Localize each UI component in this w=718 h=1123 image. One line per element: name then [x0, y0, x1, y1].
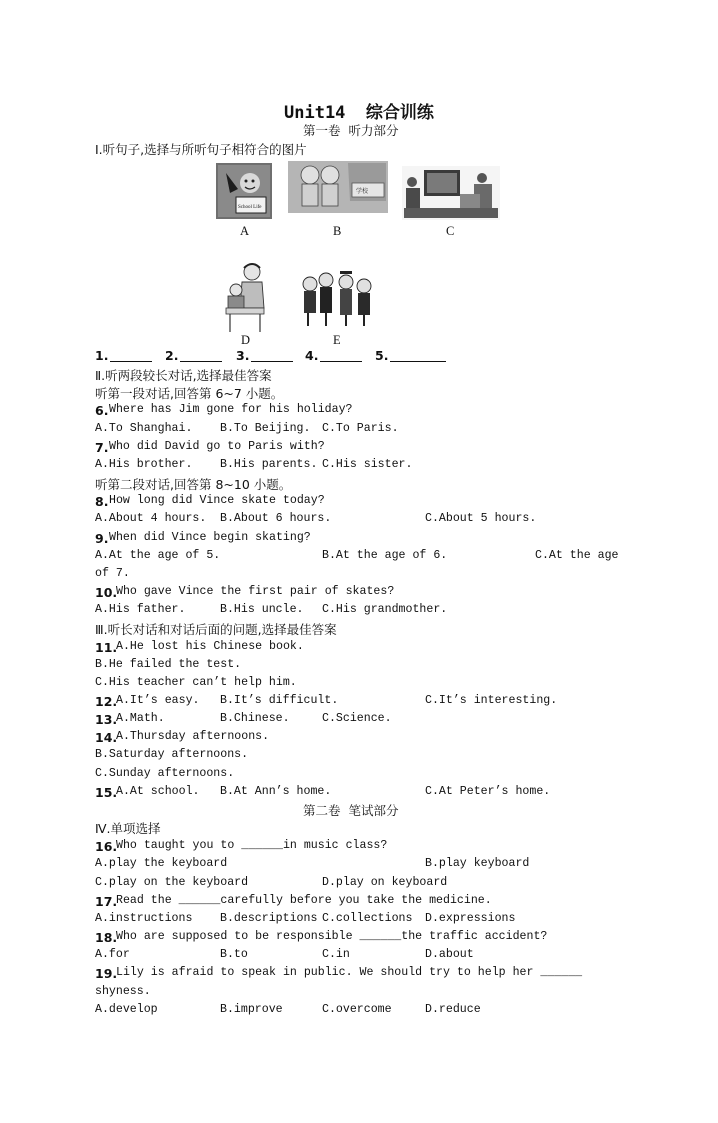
q18-option-d[interactable]: D.about	[425, 948, 474, 961]
q15-option-c[interactable]: C.At Peter’s home.	[425, 785, 551, 798]
q19-stem-line1: Lily is afraid to speak in public. We should try to help her ______	[116, 966, 583, 979]
q8-option-b[interactable]: B.About 6 hours.	[220, 512, 332, 525]
q14-option-a[interactable]: A.Thursday afternoons.	[116, 730, 270, 743]
q16-option-c[interactable]: C.play on the keyboard	[95, 876, 249, 889]
q11-option-b[interactable]: B.He failed the test.	[95, 658, 242, 671]
q15-number: 15.	[95, 785, 118, 800]
picture-e	[296, 268, 380, 328]
q14-option-b[interactable]: B.Saturday afternoons.	[95, 748, 249, 761]
q6-number: 6.	[95, 403, 109, 418]
q14-number: 14.	[95, 730, 118, 745]
blank-2-number: 2.	[165, 348, 179, 363]
q19-option-a[interactable]: A.develop	[95, 1003, 158, 1016]
q6-stem: Where has Jim gone for his holiday?	[109, 403, 353, 416]
q8-stem: How long did Vince skate today?	[109, 494, 325, 507]
q13-option-b[interactable]: B.Chinese.	[220, 712, 290, 725]
q9-stem: When did Vince begin skating?	[109, 531, 311, 544]
q16-number: 16.	[95, 839, 118, 854]
section3-heading: Ⅲ.听长对话和对话后面的问题,选择最佳答案	[95, 622, 337, 637]
q16-option-a[interactable]: A.play the keyboard	[95, 857, 228, 870]
q10-number: 10.	[95, 585, 118, 600]
q13-number: 13.	[95, 712, 118, 727]
section2-heading: Ⅱ.听两段较长对话,选择最佳答案	[95, 368, 272, 383]
dialog2-instruction: 听第二段对话,回答第 8~10 小题。	[95, 477, 292, 492]
picture-e-label: E	[333, 333, 341, 347]
q9-number: 9.	[95, 531, 109, 546]
q10-option-b[interactable]: B.His uncle.	[220, 603, 304, 616]
q19-number: 19.	[95, 966, 118, 981]
q12-number: 12.	[95, 694, 118, 709]
picture-d-label: D	[241, 333, 251, 347]
q19-option-c[interactable]: C.overcome	[322, 1003, 392, 1016]
q16-stem: Who taught you to ______in music class?	[116, 839, 388, 852]
blank-3-number: 3.	[236, 348, 250, 363]
q7-option-a[interactable]: A.His brother.	[95, 458, 193, 471]
q12-option-b[interactable]: B.It’s difficult.	[220, 694, 339, 707]
q17-number: 17.	[95, 894, 118, 909]
picture-c-label: C	[446, 224, 455, 238]
q7-stem: Who did David go to Paris with?	[109, 440, 325, 453]
q17-stem: Read the ______carefully before you take the medicine.	[116, 894, 492, 907]
answer-blank-5[interactable]	[390, 361, 446, 362]
q17-option-c[interactable]: C.collections	[322, 912, 413, 925]
q10-option-c[interactable]: C.His grandmother.	[322, 603, 448, 616]
q18-number: 18.	[95, 930, 118, 945]
q8-option-a[interactable]: A.About 4 hours.	[95, 512, 207, 525]
q9-option-b[interactable]: B.At the age of 6.	[322, 549, 448, 562]
picture-b	[288, 161, 388, 213]
q10-stem: Who gave Vince the first pair of skates?	[116, 585, 395, 598]
picture-a-text: School Life	[238, 205, 262, 210]
q7-option-c[interactable]: C.His sister.	[322, 458, 413, 471]
dialog1-instruction: 听第一段对话,回答第 6~7 小题。	[95, 386, 284, 401]
picture-b-label: B	[333, 224, 342, 238]
part2-title: 第二卷 笔试部分	[303, 803, 399, 818]
answer-blank-4[interactable]	[320, 361, 362, 362]
q9-option-c-line1[interactable]: C.At the age	[535, 549, 619, 562]
blank-1-number: 1.	[95, 348, 109, 363]
q16-option-b[interactable]: B.play keyboard	[425, 857, 530, 870]
picture-a-label: A	[240, 224, 250, 238]
q10-option-a[interactable]: A.His father.	[95, 603, 186, 616]
q18-stem: Who are supposed to be responsible ______the traffic accident?	[116, 930, 548, 943]
section4-heading: Ⅳ.单项选择	[95, 821, 161, 836]
q15-option-b[interactable]: B.At Ann’s home.	[220, 785, 332, 798]
q9-option-c-line2[interactable]: of 7.	[95, 567, 130, 580]
q8-number: 8.	[95, 494, 109, 509]
q16-option-d[interactable]: D.play on keyboard	[322, 876, 448, 889]
q14-option-c[interactable]: C.Sunday afternoons.	[95, 767, 235, 780]
q12-option-a[interactable]: A.It’s easy.	[116, 694, 200, 707]
part1-title: 第一卷 听力部分	[303, 123, 399, 138]
q11-number: 11.	[95, 640, 118, 655]
q9-option-a[interactable]: A.At the age of 5.	[95, 549, 221, 562]
q19-option-d[interactable]: D.reduce	[425, 1003, 481, 1016]
answer-blank-1[interactable]	[110, 361, 152, 362]
q18-option-c[interactable]: C.in	[322, 948, 350, 961]
answer-blank-3[interactable]	[251, 361, 293, 362]
blank-4-number: 4.	[305, 348, 319, 363]
q19-stem-line2: shyness.	[95, 985, 151, 998]
q7-option-b[interactable]: B.His parents.	[220, 458, 318, 471]
section1-heading: Ⅰ.听句子,选择与所听句子相符合的图片	[95, 142, 307, 157]
q6-option-a[interactable]: A.To Shanghai.	[95, 422, 193, 435]
blank-5-number: 5.	[375, 348, 389, 363]
page-title: Unit14 综合训练	[284, 103, 434, 123]
q17-option-b[interactable]: B.descriptions	[220, 912, 318, 925]
q15-option-a[interactable]: A.At school.	[116, 785, 200, 798]
q6-option-c[interactable]: C.To Paris.	[322, 422, 399, 435]
picture-d	[222, 262, 268, 334]
q11-option-c[interactable]: C.His teacher can’t help him.	[95, 676, 297, 689]
q12-option-c[interactable]: C.It’s interesting.	[425, 694, 558, 707]
picture-c	[402, 166, 500, 220]
picture-b-text: 学校	[356, 188, 369, 195]
q6-option-b[interactable]: B.To Beijing.	[220, 422, 311, 435]
picture-a	[216, 163, 272, 219]
q18-option-b[interactable]: B.to	[220, 948, 248, 961]
q7-number: 7.	[95, 440, 109, 455]
q8-option-c[interactable]: C.About 5 hours.	[425, 512, 537, 525]
q18-option-a[interactable]: A.for	[95, 948, 130, 961]
q13-option-a[interactable]: A.Math.	[116, 712, 165, 725]
q17-option-d[interactable]: D.expressions	[425, 912, 516, 925]
q17-option-a[interactable]: A.instructions	[95, 912, 193, 925]
answer-blank-2[interactable]	[180, 361, 222, 362]
q11-option-a[interactable]: A.He lost his Chinese book.	[116, 640, 304, 653]
q13-option-c[interactable]: C.Science.	[322, 712, 392, 725]
q19-option-b[interactable]: B.improve	[220, 1003, 283, 1016]
